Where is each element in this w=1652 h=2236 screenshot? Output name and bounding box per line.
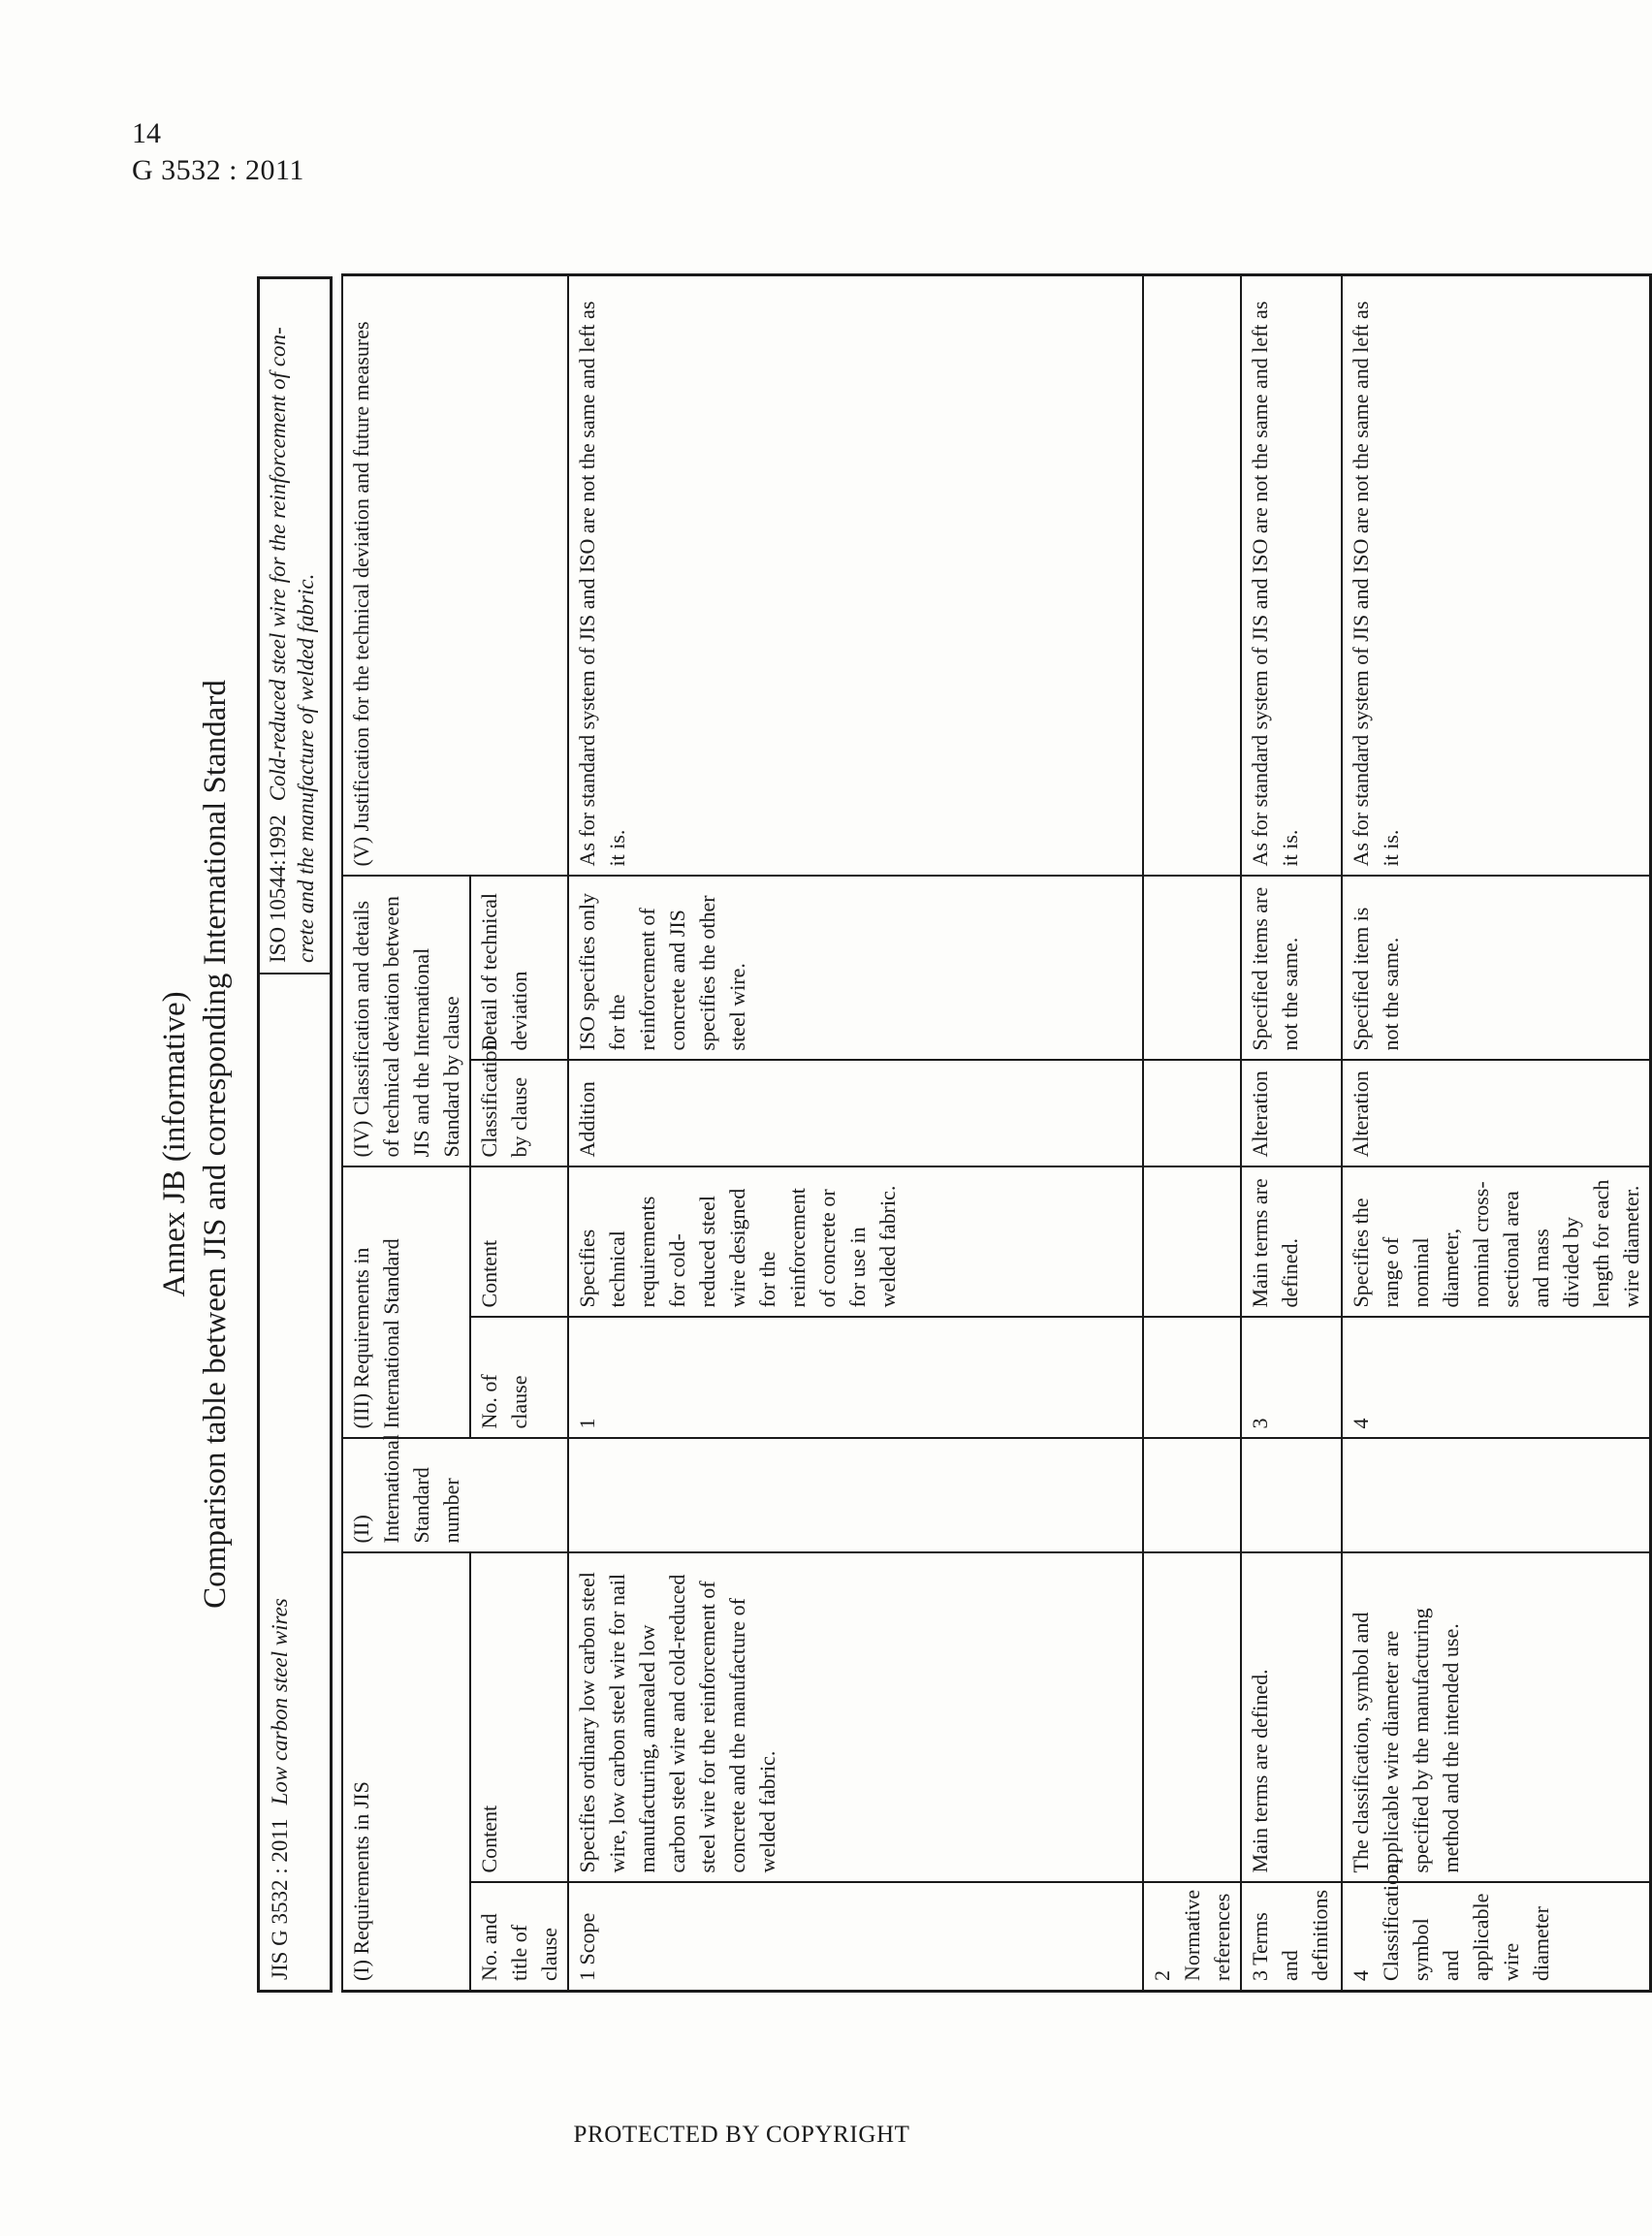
cell-iso-content: Specifies the range of nominal diameter, nominal cross-sectional area and mass divided by length for each wire diameter. [1342,1166,1651,1317]
cell-justification: As for standard system of JIS and ISO are not the same and left as it is. [1241,274,1342,876]
header-col1: (I) Requirements in JIS [342,1553,470,1992]
cell-classification [1143,1060,1241,1166]
table-row [1342,274,1651,1991]
cell-iso-content [1143,1166,1241,1317]
header-col4a: Classification by clause [470,1060,568,1166]
cell-jis-content: Specifies ordinary low carbon steel wire, low carbon steel wire for nail manufacturing, annealed low carbon steel wire and cold-reduced steel wire for the reinforcement of concrete and the manufacture of welded fabric. [568,1553,1143,1883]
cell-iso-number [568,1439,1143,1553]
header-col2: (II) International Standard number [342,1439,568,1553]
table-row [1143,274,1241,1991]
annex-subtitle: Comparison table between JIS and corresponding International Standard [198,680,233,1609]
header-col4: (IV) Classification and details of technical deviation between JIS and the International Standard by clause [342,876,470,1166]
cell-detail [1143,876,1241,1060]
jis-id: JIS G 3532 : 2011 [268,1818,292,1980]
cell-detail: Specified items are not the same. [1241,876,1342,1060]
iso-title-line-1: Cold-reduced steel wire for the reinforcement of con- [266,327,290,802]
comparison-table [341,273,1652,1993]
cell-iso-number [1241,1439,1342,1553]
annex-title: Annex JB (informative) [157,991,192,1297]
cell-clause: 4 Classification, symbol and applicable wire diameter [1342,1883,1651,1992]
cell-classification: Addition [568,1060,1143,1166]
header-divider [260,973,330,974]
header-col1b: Content [470,1553,568,1883]
cell-jis-content: The classification, symbol and applicable wire diameter are specified by the manufacturing method and the intended use. [1342,1553,1651,1883]
cell-iso-number [1342,1439,1651,1553]
cell-clause: 2 Normative references [1143,1883,1241,1992]
jis-title: Low carbon steel wires [268,1598,292,1805]
cell-iso-clause: 3 [1241,1318,1342,1439]
cell-iso-content: Main terms are defined. [1241,1166,1342,1317]
header-col5: (V) Justification for the technical deviation and future measures [342,274,568,876]
cell-classification: Alteration [1342,1060,1651,1166]
header-row-1 [342,274,470,1991]
header-col3b: Content [470,1166,568,1317]
cell-justification: As for standard system of JIS and ISO are not the same and left as it is. [568,274,1143,876]
iso-header [264,284,320,963]
header-col3a: No. of clause [470,1318,568,1439]
cell-clause: 1 Scope [568,1883,1143,1992]
cell-detail: ISO specifies only for the reinforcement of concrete and JIS specifies the other steel wire. [568,876,1143,1060]
cell-iso-clause: 1 [568,1318,1143,1439]
cell-detail: Specified item is not the same. [1342,876,1651,1060]
cell-justification: As for standard system of JIS and ISO are not the same and left as it is. [1342,274,1651,876]
cell-iso-clause: 4 [1342,1318,1651,1439]
cell-clause: 3 Terms and definitions [1241,1883,1342,1992]
cell-jis-content: Main terms are defined. [1241,1553,1342,1883]
cell-classification: Alteration [1241,1060,1342,1166]
cell-iso-clause [1143,1318,1241,1439]
cell-iso-content: Specifies technical requirements for cold-reduced steel wire designed for the reinforcement of concrete or for use in welded fabric. [568,1166,1143,1317]
table-row [568,274,1143,1991]
table-row [1241,274,1342,1991]
header-col3: (III) Requirements in International Standard [342,1166,470,1438]
iso-id: ISO 10544:1992 [266,815,290,963]
header-col1a: No. and title of clause [470,1883,568,1992]
header-col4b: Detail of technical deviation [470,876,568,1060]
cell-iso-number [1143,1439,1241,1553]
iso-title-line-2: crete and the manufacture of welded fabric. [294,573,318,963]
cell-jis-content [1143,1553,1241,1883]
standards-header [257,276,333,1993]
cell-justification [1143,274,1241,876]
copyright-footer: PROTECTED BY COPYRIGHT [573,2122,910,2148]
standard-id: G 3532 : 2011 [132,154,304,186]
rotated-annex-sheet [155,238,1643,2051]
jis-header [268,1598,293,1980]
page-number: 14 [132,117,161,149]
